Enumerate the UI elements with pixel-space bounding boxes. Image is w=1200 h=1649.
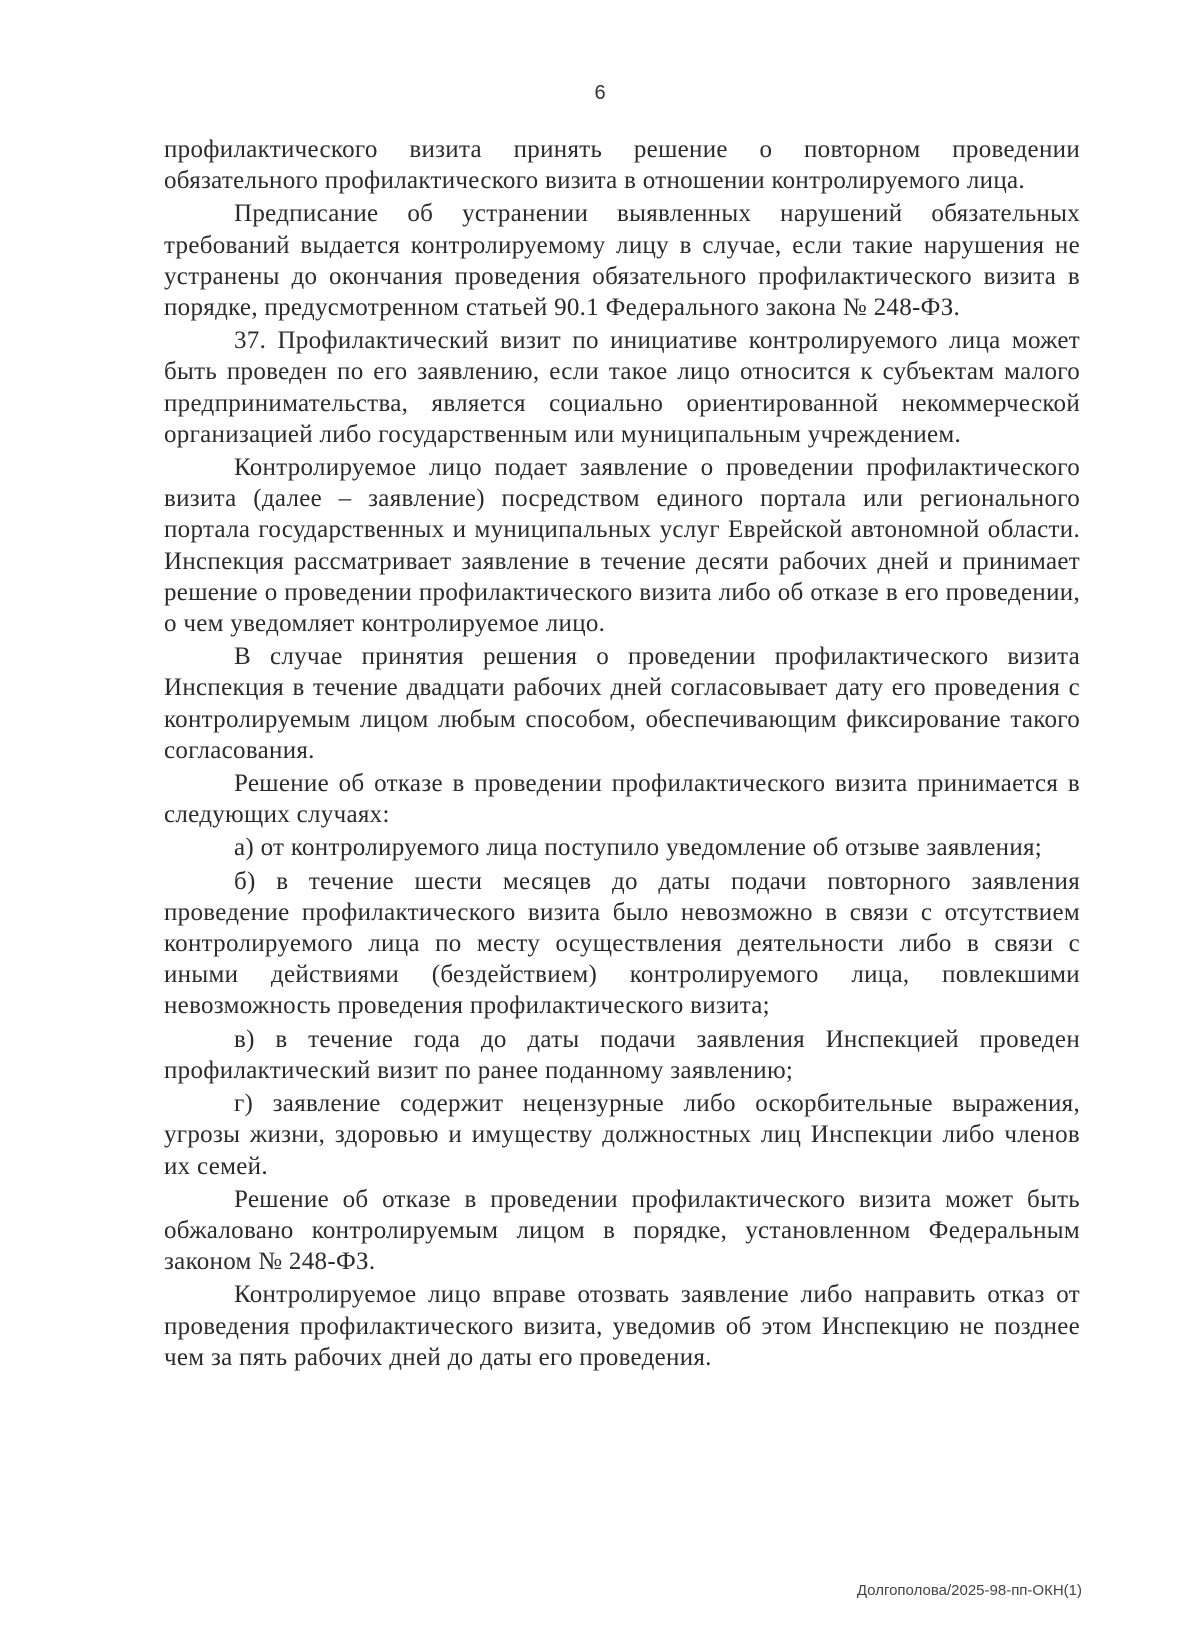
paragraph-application-filing: Контролируемое лицо подает заявление о проведении профилактического визита (далее – заявление) посредством единого портала или регионального портала государственных и муниципальных услуг Еврейской автономной области. Инспекция рассматривает заявление в течение десяти рабочих дней и принимает решение о проведении профилактического визита либо об отказе в его проведении, о чем уведомляет контролируемое лицо. xyxy=(164,454,1080,638)
paragraph-appeal: Решение об отказе в проведении профилактического визита может быть обжаловано контролируемым лицом в порядке, установленном Федеральным законом № 248-ФЗ. xyxy=(164,1185,1080,1276)
paragraph-prescription: Предписание об устранении выявленных нарушений обязательных требований выдается контролируемому лицу в случае, если такие нарушения не устранены до окончания проведения обязательного профилактического визита в порядке, предусмотренном статьей 90.1 Федерального закона № 248-ФЗ. xyxy=(164,200,1080,322)
document-body xyxy=(164,134,1080,1375)
page-number: 6 xyxy=(594,82,606,104)
list-item-v: в) в течение года до даты подачи заявления Инспекцией проведен профилактический визит по ранее поданному заявлению; xyxy=(164,1025,1080,1084)
paragraph-continuation: профилактического визита принять решение о повторном проведении обязательного профилактического визита в отношении контролируемого лица. xyxy=(164,136,1080,195)
paragraph-refusal-cases: Решение об отказе в проведении профилактического визита принимается в следующих случаях: xyxy=(164,770,1080,829)
list-item-b: б) в течение шести месяцев до даты подачи повторного заявления проведение профилактического визита было невозможно в связи с отсутствием контролируемого лица по месту осуществления деятельности либо в связи с иными действиями (бездействием) контролируемого лица, повлекшими невозможность проведения профилактического визита; xyxy=(164,867,1080,1020)
list-item-a: а) от контролируемого лица поступило уведомление об отзыве заявления; xyxy=(234,834,1043,862)
paragraph-withdrawal: Контролируемое лицо вправе отозвать заявление либо направить отказ от проведения профилактического визита, уведомив об этом Инспекцию не позднее чем за пять рабочих дней до даты его проведения. xyxy=(164,1281,1080,1371)
paragraph-item-37: 37. Профилактический визит по инициативе контролируемого лица может быть проведен по его заявлению, если такое лицо относится к субъектам малого предпринимательства, является социально ориентированной некоммерческой организацией либо государственным или муниципальным учреждением. xyxy=(164,327,1080,448)
list-item-g: г) заявление содержит нецензурные либо оскорбительные выражения, угрозы жизни, здоровью и имуществу должностных лиц Инспекции либо членов их семей. xyxy=(164,1090,1080,1180)
paragraph-date-agreement: В случае принятия решения о проведении профилактического визита Инспекция в течение двадцати рабочих дней согласовывает дату его проведения с контролируемым лицом любым способом, обеспечивающим фиксирование такого согласования. xyxy=(164,643,1080,764)
footer-document-reference: Долгополова/2025-98-пп-ОКН(1) xyxy=(856,1582,1082,1599)
